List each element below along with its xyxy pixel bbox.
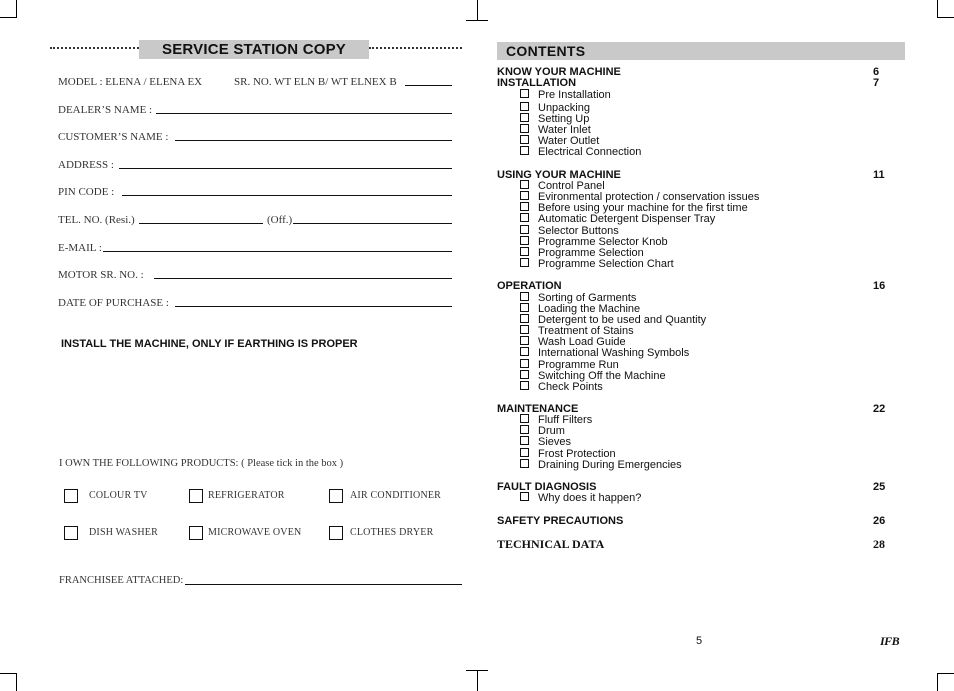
toc-item[interactable] <box>520 492 641 504</box>
address-label: ADDRESS : <box>58 159 114 171</box>
dealer-field[interactable] <box>156 113 452 114</box>
toc-item-label: Fluff Filters <box>538 414 593 426</box>
dealer-label: DEALER’S NAME : <box>58 104 153 116</box>
toc-item-label: Programme Selection <box>538 247 644 259</box>
checkbox-bullet-icon <box>520 492 529 501</box>
tel-off-field[interactable] <box>293 223 452 224</box>
crop-mark <box>466 670 488 671</box>
pin-label: PIN CODE : <box>58 186 115 198</box>
toc-item-label: Loading the Machine <box>538 303 641 315</box>
colour-tv-label: COLOUR TV <box>89 490 148 501</box>
dish-washer-checkbox[interactable] <box>64 526 78 540</box>
toc-section-title[interactable]: TECHNICAL DATA <box>497 537 605 551</box>
toc-item-label: Setting Up <box>538 113 590 125</box>
toc-item-label: Draining During Emergencies <box>538 459 682 471</box>
toc-item-label: Control Panel <box>538 180 605 192</box>
toc-item-label: Water Outlet <box>538 135 600 147</box>
toc-item-label: Check Points <box>538 381 603 393</box>
address-field[interactable] <box>119 168 452 169</box>
email-label: E-MAIL : <box>58 242 102 254</box>
checkbox-bullet-icon <box>520 102 529 111</box>
toc-item-label: Evironmental protection / conservation issues <box>538 191 760 203</box>
toc-page-number: 11 <box>873 169 885 181</box>
toc-item[interactable] <box>520 381 603 393</box>
checkbox-bullet-icon <box>520 225 529 234</box>
toc-section-title[interactable]: SAFETY PRECAUTIONS <box>497 515 624 527</box>
toc-section-title[interactable]: KNOW YOUR MACHINE <box>497 66 621 78</box>
checkbox-bullet-icon <box>520 459 529 468</box>
crop-mark <box>477 0 478 20</box>
air-conditioner-checkbox[interactable] <box>329 489 343 503</box>
toc-section-title[interactable]: USING YOUR MACHINE <box>497 169 621 181</box>
checkbox-bullet-icon <box>520 425 529 434</box>
customer-label: CUSTOMER’S NAME : <box>58 131 169 143</box>
clothes-dryer-label: CLOTHES DRYER <box>350 527 434 538</box>
toc-item-label: Treatment of Stains <box>538 325 634 337</box>
serial-label: SR. NO. WT ELN B/ WT ELNEX B <box>234 76 397 88</box>
toc-item-label: Frost Protection <box>538 448 616 460</box>
toc-page-number: 16 <box>873 280 886 292</box>
crop-mark <box>0 673 16 674</box>
crop-mark <box>937 0 938 18</box>
checkbox-bullet-icon <box>520 247 529 256</box>
toc-section-title[interactable]: FAULT DIAGNOSIS <box>497 481 597 493</box>
toc-item-label: Programme Selection Chart <box>538 258 674 270</box>
checkbox-bullet-icon <box>520 370 529 379</box>
title-rule-right <box>369 47 462 49</box>
checkbox-bullet-icon <box>520 124 529 133</box>
franchisee-field[interactable] <box>185 584 462 585</box>
toc-item-label: Automatic Detergent Dispenser Tray <box>538 213 716 225</box>
toc-section-title[interactable]: INSTALLATION <box>497 77 577 89</box>
crop-mark <box>0 17 16 18</box>
crop-mark <box>937 673 938 691</box>
crop-mark <box>477 670 478 691</box>
toc-item-label: Drum <box>538 425 565 437</box>
checkbox-bullet-icon <box>520 113 529 122</box>
toc-item-label: Why does it happen? <box>538 492 642 504</box>
refrigerator-label: REFRIGERATOR <box>208 490 285 501</box>
crop-mark <box>16 0 17 18</box>
toc-page-number: 7 <box>873 77 880 89</box>
checkbox-bullet-icon <box>520 292 529 301</box>
checkbox-bullet-icon <box>520 135 529 144</box>
checkbox-bullet-icon <box>520 303 529 312</box>
toc-page-number: 6 <box>873 66 880 78</box>
page-title: SERVICE STATION COPY <box>139 40 369 59</box>
toc-item-label: Switching Off the Machine <box>538 370 666 382</box>
toc-page-number: 25 <box>873 481 886 493</box>
toc-section-title[interactable]: OPERATION <box>497 280 562 292</box>
refrigerator-checkbox[interactable] <box>189 489 203 503</box>
toc-item[interactable] <box>520 258 674 270</box>
toc-item-label: Before using your machine for the first time <box>538 202 748 214</box>
checkbox-bullet-icon <box>520 314 529 323</box>
toc-section-title[interactable]: MAINTENANCE <box>497 403 579 415</box>
checkbox-bullet-icon <box>520 89 529 98</box>
tel-off-label: (Off.) <box>267 214 293 226</box>
crop-mark <box>16 673 17 691</box>
email-field[interactable] <box>103 251 452 252</box>
toc-item-label: Programme Run <box>538 359 619 371</box>
toc-item-label: Selector Buttons <box>538 225 619 237</box>
toc-item-label: Electrical Connection <box>538 146 642 158</box>
toc-item-label: Water Inlet <box>538 124 591 136</box>
products-prompt: I OWN THE FOLLOWING PRODUCTS: ( Please tick in the box ) <box>59 458 344 469</box>
checkbox-bullet-icon <box>520 180 529 189</box>
dish-washer-label: DISH WASHER <box>89 527 158 538</box>
install-note: INSTALL THE MACHINE, ONLY IF EARTHING IS PROPER <box>61 338 358 350</box>
customer-field[interactable] <box>175 140 452 141</box>
toc-item-label: Unpacking <box>538 102 590 114</box>
checkbox-bullet-icon <box>520 381 529 390</box>
checkbox-bullet-icon <box>520 213 529 222</box>
title-rule-left <box>50 47 139 49</box>
toc-item-label: Sieves <box>538 436 572 448</box>
toc-page-number: 22 <box>873 403 886 415</box>
checkbox-bullet-icon <box>520 359 529 368</box>
purchase-label: DATE OF PURCHASE : <box>58 297 169 309</box>
toc-item-label: International Washing Symbols <box>538 347 690 359</box>
microwave-oven-label: MICROWAVE OVEN <box>208 527 302 538</box>
franchisee-label: FRANCHISEE ATTACHED: <box>59 575 184 586</box>
toc-item[interactable] <box>520 146 641 158</box>
clothes-dryer-checkbox[interactable] <box>329 526 343 540</box>
model-label: MODEL : ELENA / ELENA EX <box>58 76 203 88</box>
checkbox-bullet-icon <box>520 336 529 345</box>
checkbox-bullet-icon <box>520 258 529 267</box>
serial-field[interactable] <box>405 85 452 86</box>
toc-item[interactable] <box>520 347 689 359</box>
tel-resi-field[interactable] <box>139 223 263 224</box>
checkbox-bullet-icon <box>520 202 529 211</box>
checkbox-bullet-icon <box>520 448 529 457</box>
contents-title: CONTENTS <box>506 43 586 59</box>
crop-mark <box>938 673 954 674</box>
checkbox-bullet-icon <box>520 347 529 356</box>
crop-mark <box>938 17 954 18</box>
toc-item-label: Programme Selector Knob <box>538 236 668 248</box>
toc-item[interactable] <box>520 436 571 448</box>
checkbox-bullet-icon <box>520 414 529 423</box>
air-conditioner-label: AIR CONDITIONER <box>350 490 442 501</box>
microwave-oven-checkbox[interactable] <box>189 526 203 540</box>
ifb-logo: IFB <box>880 634 900 648</box>
toc-item[interactable] <box>520 89 611 101</box>
checkbox-bullet-icon <box>520 146 529 155</box>
checkbox-bullet-icon <box>520 436 529 445</box>
toc-item[interactable] <box>520 213 715 225</box>
toc-page-number: 26 <box>873 515 886 527</box>
tel-label: TEL. NO. (Resi.) <box>58 214 135 226</box>
toc-item-label: Pre Installation <box>538 89 611 101</box>
page-number: 5 <box>696 635 703 647</box>
purchase-field[interactable] <box>175 306 452 307</box>
checkbox-bullet-icon <box>520 325 529 334</box>
crop-mark <box>466 20 488 21</box>
toc-item-label: Detergent to be used and Quantity <box>538 314 707 326</box>
toc-item-label: Wash Load Guide <box>538 336 626 348</box>
toc-item-label: Sorting of Garments <box>538 292 637 304</box>
colour-tv-checkbox[interactable] <box>64 489 78 503</box>
checkbox-bullet-icon <box>520 191 529 200</box>
motor-label: MOTOR SR. NO. : <box>58 269 144 281</box>
pin-field[interactable] <box>122 195 452 196</box>
motor-field[interactable] <box>154 278 452 279</box>
toc-page-number: 28 <box>873 537 885 551</box>
checkbox-bullet-icon <box>520 236 529 245</box>
toc-item[interactable] <box>520 459 682 471</box>
